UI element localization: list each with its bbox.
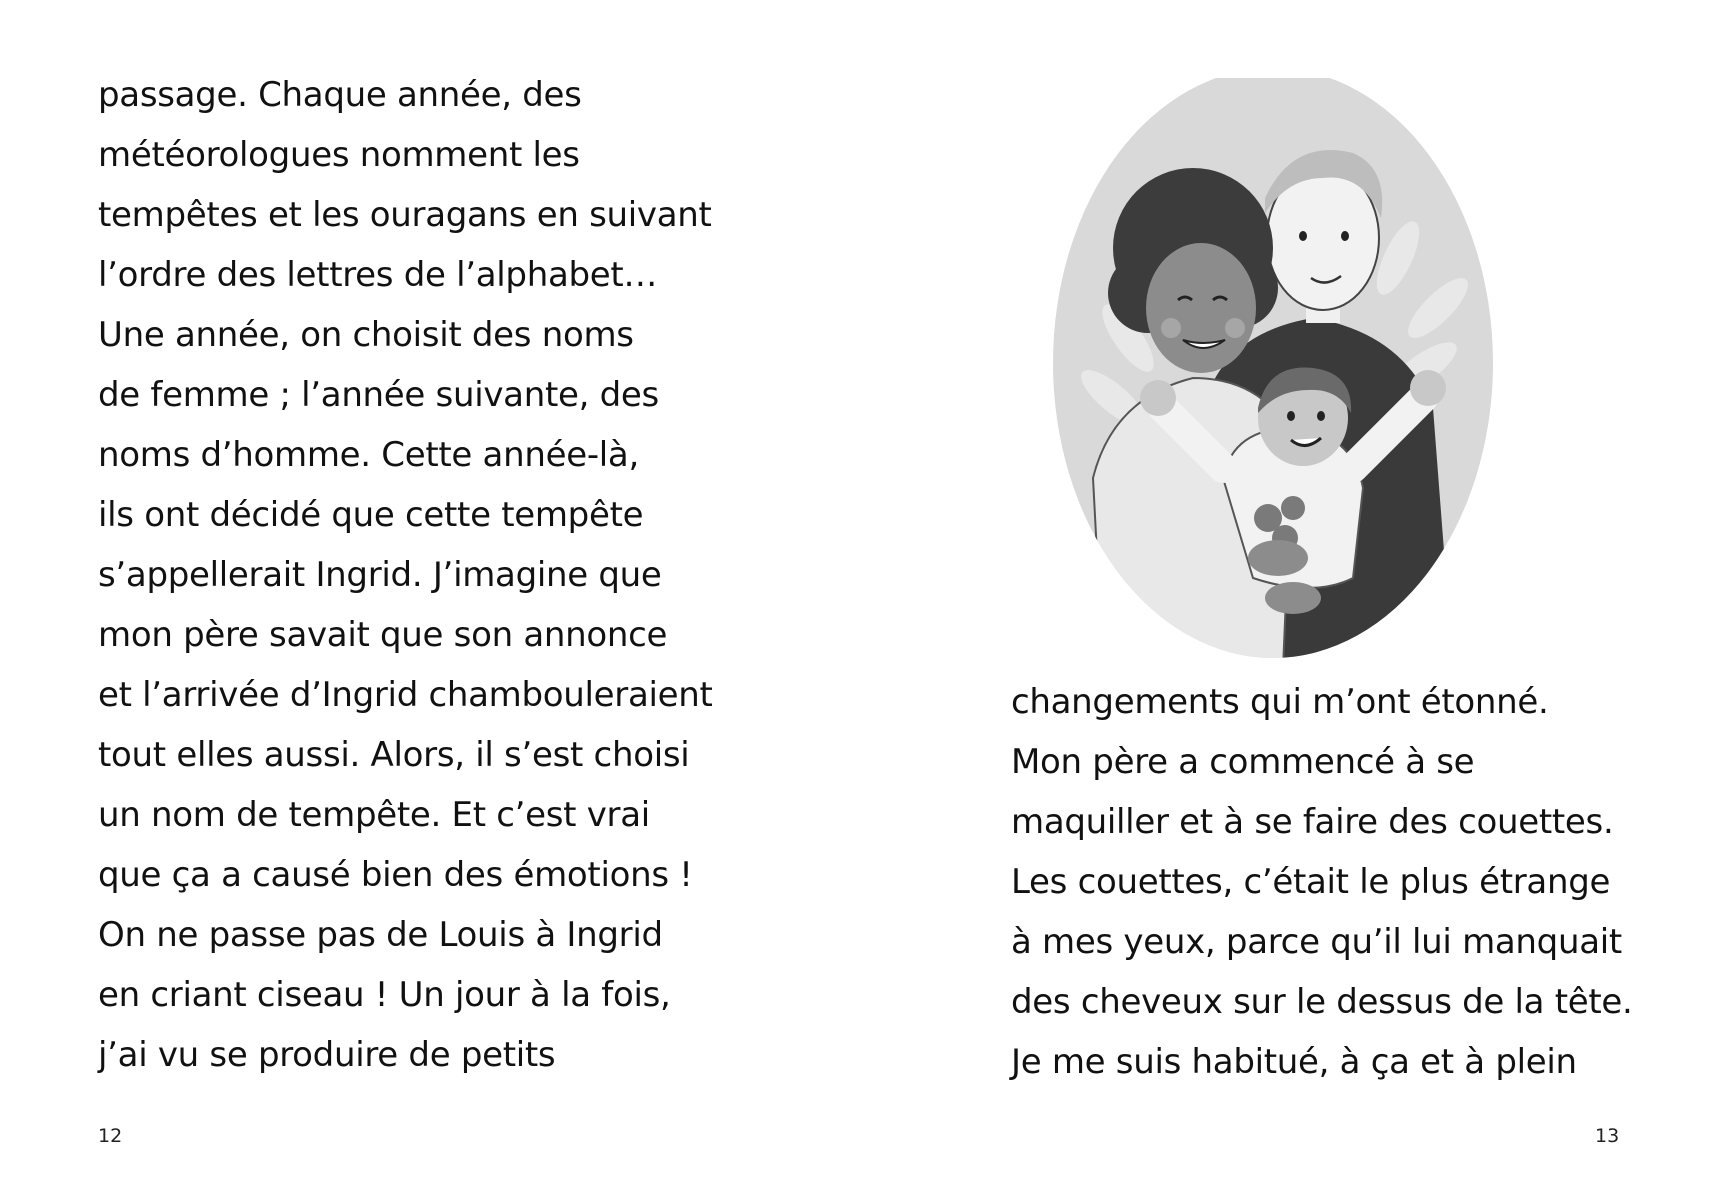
- text-line: Une année, on choisit des noms: [98, 315, 634, 355]
- page-number-left: 12: [98, 1125, 123, 1147]
- text-line: s’appellerait Ingrid. J’imagine que: [98, 555, 662, 595]
- text-line: que ça a causé bien des émotions !: [98, 855, 693, 895]
- text-line: un nom de tempête. Et c’est vrai: [98, 795, 650, 835]
- text-line: passage. Chaque année, des: [98, 75, 582, 115]
- text-line: maquiller et à se faire des couettes.: [1011, 802, 1614, 842]
- text-line: de femme ; l’année suivante, des: [98, 375, 659, 415]
- text-line: Les couettes, c’était le plus étrange: [1011, 862, 1611, 902]
- text-line: Je me suis habitué, à ça et à plein: [1011, 1042, 1577, 1082]
- text-line: à mes yeux, parce qu’il lui manquait: [1011, 922, 1622, 962]
- text-line: Mon père a commencé à se: [1011, 742, 1475, 782]
- text-line: ils ont décidé que cette tempête: [98, 495, 644, 535]
- right-page: [857, 0, 1714, 1200]
- text-line: changements qui m’ont étonné.: [1011, 682, 1549, 722]
- text-line: noms d’homme. Cette année-là,: [98, 435, 639, 475]
- text-line: des cheveux sur le dessus de la tête.: [1011, 982, 1633, 1022]
- text-line: l’ordre des lettres de l’alphabet…: [98, 255, 658, 295]
- text-line: en criant ciseau ! Un jour à la fois,: [98, 975, 671, 1015]
- page-number-right: 13: [1595, 1125, 1620, 1147]
- text-line: tempêtes et les ouragans en suivant: [98, 195, 712, 235]
- text-line: mon père savait que son annonce: [98, 615, 668, 655]
- text-line: tout elles aussi. Alors, il s’est choisi: [98, 735, 690, 775]
- text-line: j’ai vu se produire de petits: [98, 1035, 556, 1075]
- right-page-text: [1011, 672, 1633, 1092]
- text-line: météorologues nomment les: [98, 135, 580, 175]
- text-line: et l’arrivée d’Ingrid chambouleraient: [98, 675, 713, 715]
- family-portrait-icon: [1053, 78, 1493, 668]
- text-line: On ne passe pas de Louis à Ingrid: [98, 915, 663, 955]
- left-page-text: [98, 65, 713, 1085]
